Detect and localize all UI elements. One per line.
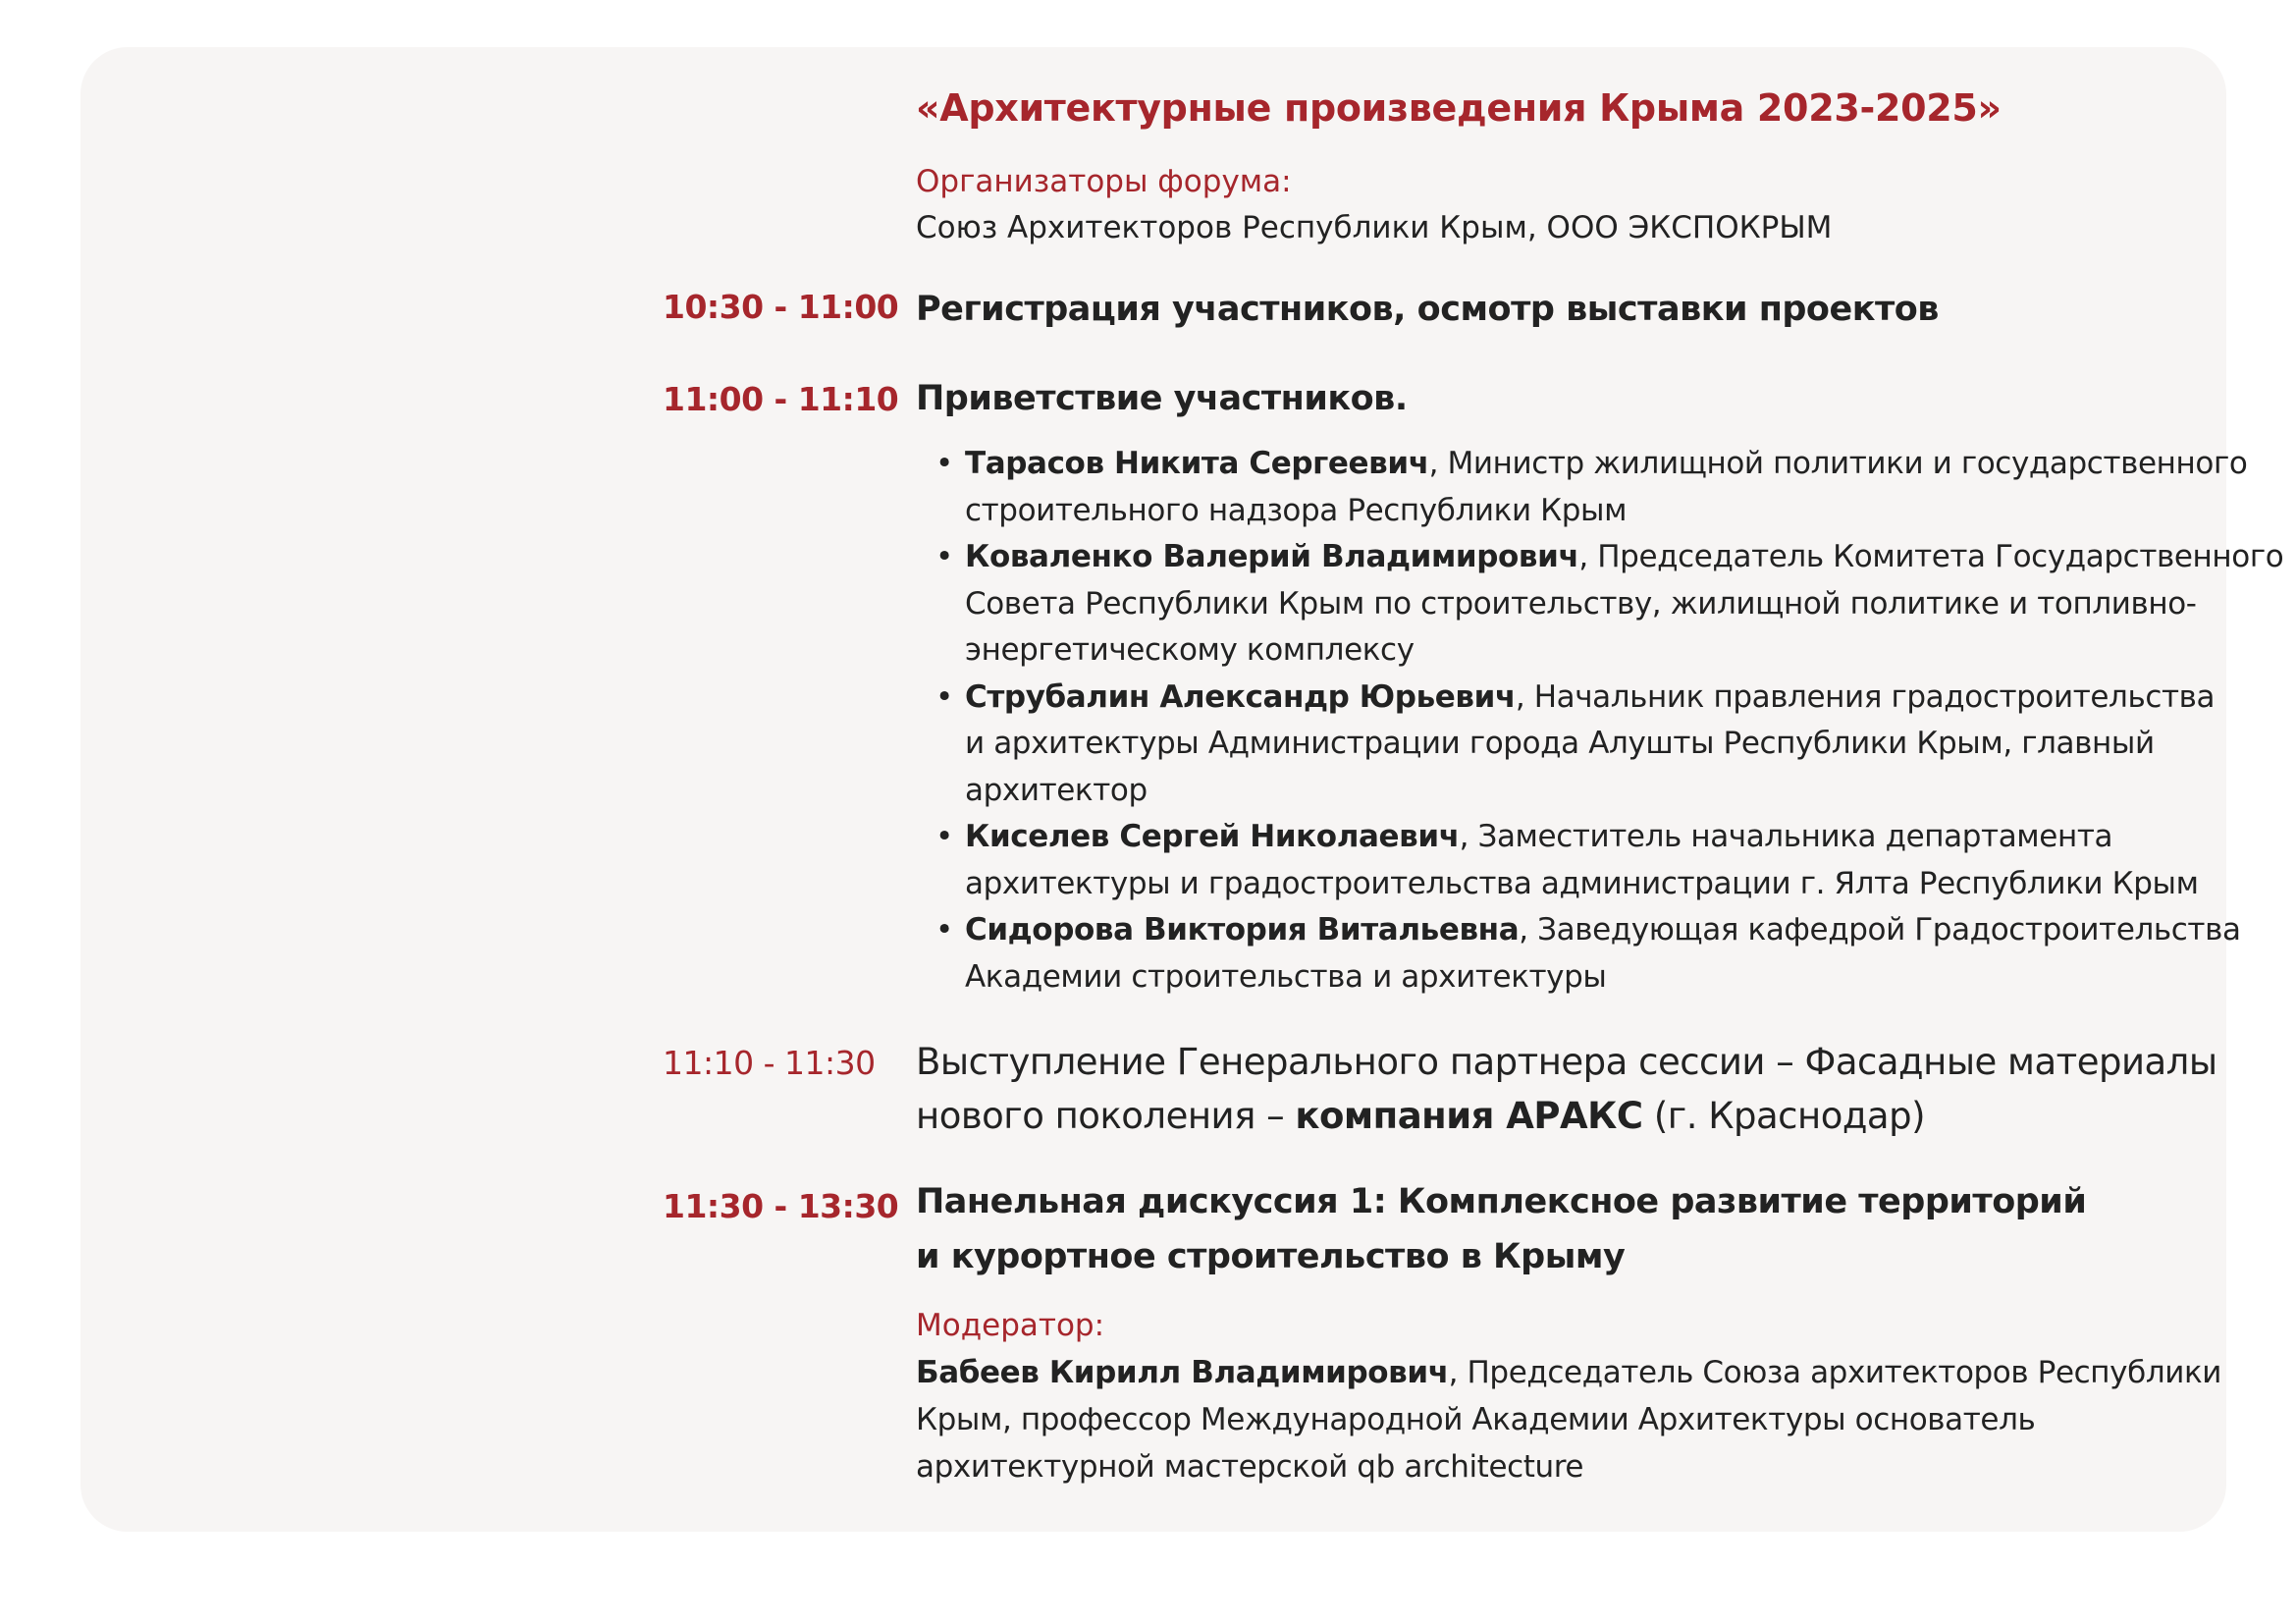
speaker-name: Струбалин Александр Юрьевич <box>965 678 1516 715</box>
speaker-role: строительного надзора Республики Крым <box>965 492 1628 528</box>
agenda-item-panel-line1: Панельная дискуссия 1: Комплексное развитие территорий <box>916 1182 2087 1221</box>
bullet-icon: • <box>935 912 953 947</box>
time-slot-welcome: 11:00 - 11:10 <box>663 380 899 418</box>
partner-company: компания АРАКС <box>1295 1095 1643 1137</box>
speaker-role: , Заведующая кафедрой Градостроительства <box>1519 912 2241 947</box>
organizers-label: Организаторы форума: <box>916 164 1292 199</box>
moderator-name: Бабеев Кирилл Владимирович <box>916 1355 1449 1390</box>
speaker-role: , Министр жилищной политики и государственного <box>1428 446 2248 481</box>
list-item <box>916 814 2199 907</box>
moderator-info: Бабеев Кирилл Владимирович, Председатель Союза архитекторов Республики Крым, профессор Международной Академии Архитектуры основатель архитектурной мастерской qb architecture <box>916 1355 2222 1485</box>
agenda-item-panel-line2: и курортное строительство в Крыму <box>916 1237 1626 1276</box>
speaker-role: , Председатель Комитета Государственного <box>1578 539 2284 574</box>
speaker-role: Совета Республики Крым по строительству, жилищной политике и топливно- <box>965 585 2197 622</box>
speaker-role: энергетическому комплексу <box>965 632 1415 668</box>
speakers-list <box>916 441 2284 1001</box>
time-slot-panel: 11:30 - 13:30 <box>663 1187 899 1225</box>
moderator-label: Модератор: <box>916 1308 1105 1343</box>
time-slot-registration: 10:30 - 11:00 <box>663 288 899 326</box>
agenda-item-welcome: Приветствие участников. <box>916 379 1408 418</box>
bullet-icon: • <box>935 446 953 481</box>
time-slot-partner: 11:10 - 11:30 <box>663 1044 876 1082</box>
speaker-role: , Начальник правления градостроительства <box>1515 678 2216 715</box>
list-item <box>916 534 2284 675</box>
agenda-item-partner <box>916 1035 2217 1143</box>
bullet-icon: • <box>935 819 953 854</box>
forum-title: «Архитектурные произведения Крыма 2023-2025» <box>916 86 2002 130</box>
speaker-role: Академии строительства и архитектуры <box>965 958 1607 995</box>
bullet-icon: • <box>935 678 953 715</box>
bullet-icon: • <box>935 539 953 574</box>
agenda-item-partner-line1: Выступление Генерального партнера сессии – Фасадные материалы <box>916 1041 2217 1083</box>
list-item <box>916 675 2216 815</box>
list-item <box>916 441 2248 534</box>
speaker-role: и архитектуры Администрации города Алушты Республики Крым, главный <box>965 726 2155 761</box>
agenda-item-partner-line2: нового поколения – компания АРАКС (г. Краснодар) <box>916 1095 1926 1137</box>
speaker-name: Тарасов Никита Сергеевич <box>965 446 1429 481</box>
speaker-name: Киселев Сергей Николаевич <box>965 819 1460 854</box>
speaker-name: Сидорова Виктория Витальевна <box>965 912 1520 947</box>
speaker-role: архитектор <box>965 772 1148 808</box>
agenda-item-registration: Регистрация участников, осмотр выставки проектов <box>916 290 1939 329</box>
list-item <box>916 907 2241 1001</box>
organizers-value: Союз Архитекторов Республики Крым, ООО ЭКСПОКРЫМ <box>916 210 1833 245</box>
speaker-name: Коваленко Валерий Владимирович <box>965 539 1579 574</box>
speaker-role: , Заместитель начальника департамента <box>1459 819 2113 854</box>
speaker-role: архитектуры и градостроительства администрации г. Ялта Республики Крым <box>965 865 2199 901</box>
